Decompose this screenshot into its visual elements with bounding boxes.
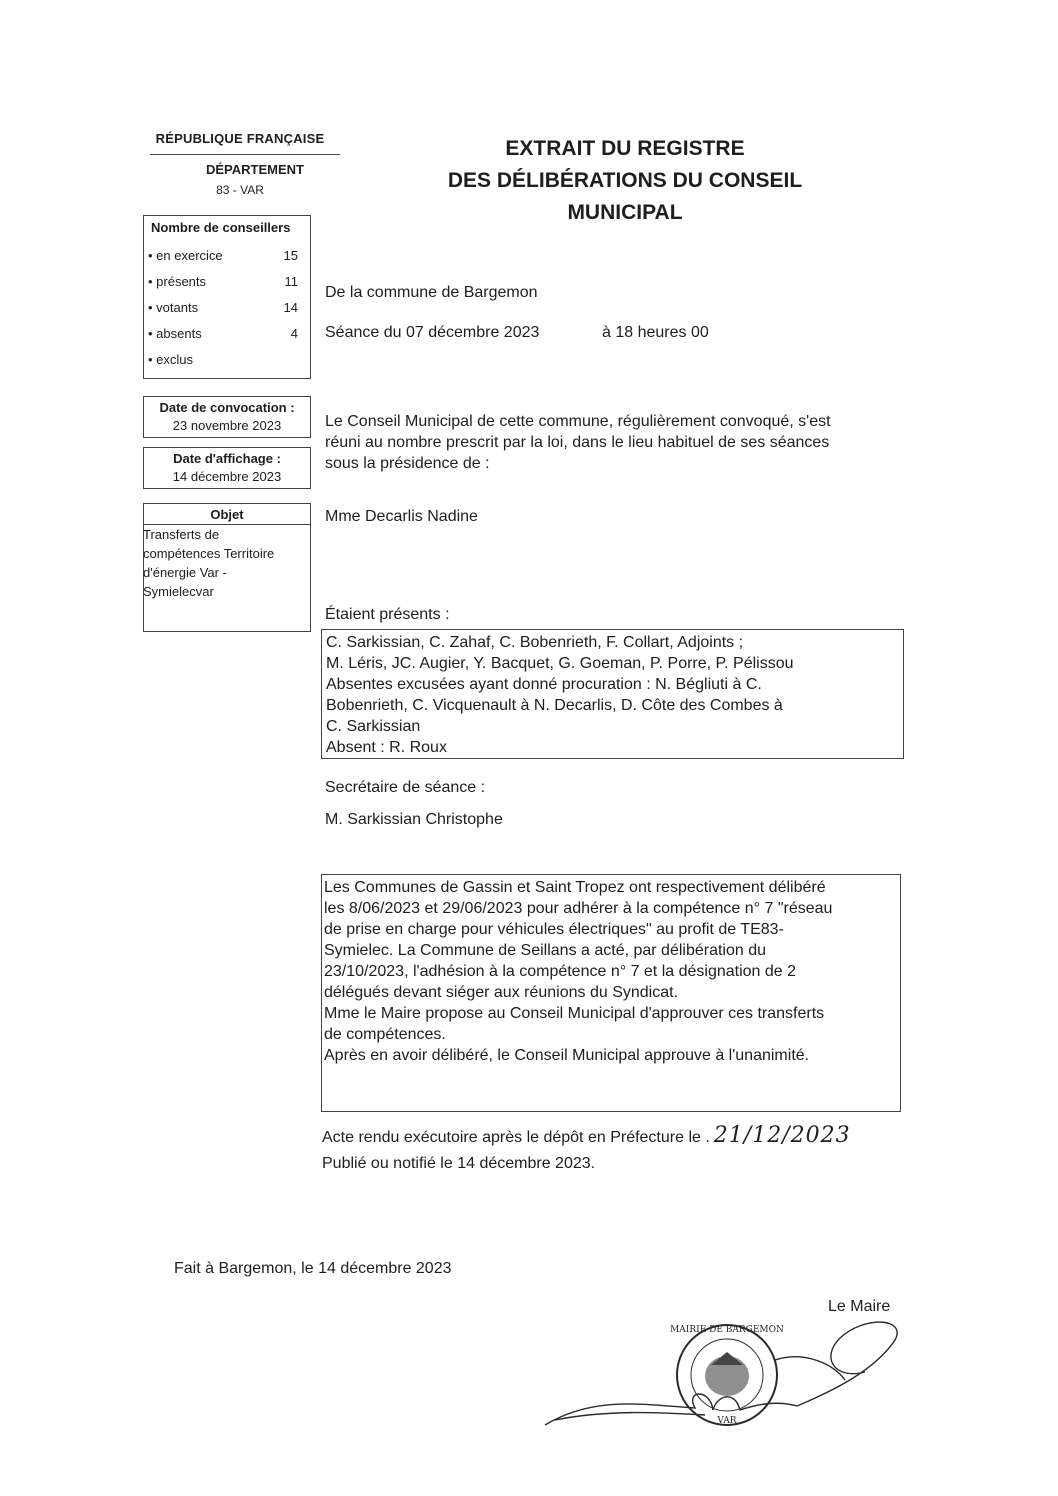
intro-line: sous la présidence de : [325, 455, 490, 472]
objet-line: compétences Territoire [143, 546, 275, 561]
count-label: • votants [148, 300, 199, 315]
publie-notifie: Publié ou notifié le 14 décembre 2023. [322, 1155, 596, 1172]
intro-paragraph [325, 411, 885, 474]
presents-line: Absent : R. Roux [326, 739, 447, 756]
presents-line: C. Sarkissian, C. Zahaf, C. Bobenrieth, F. Collart, Adjoints ; [326, 634, 744, 651]
seance-date: Séance du 07 décembre 2023 [325, 324, 540, 341]
count-row [148, 326, 298, 344]
seance-heure: à 18 heures 00 [602, 324, 709, 341]
acte-executoire [322, 1123, 892, 1148]
count-row [148, 248, 298, 266]
count-row [148, 300, 298, 318]
republique-francaise: RÉPUBLIQUE FRANÇAISE [155, 131, 325, 146]
deliberation-line: Symielec. La Commune de Seillans a acté, par délibération du [324, 942, 767, 959]
convocation-date: 23 novembre 2023 [172, 418, 282, 433]
objet-line: Transferts de [143, 527, 220, 542]
deliberation-line: Après en avoir délibéré, le Conseil Municipal approuve à l'unanimité. [324, 1047, 810, 1064]
affichage-box [143, 447, 311, 489]
seal-text-bottom: VAR [717, 1416, 737, 1426]
deliberation-line: les 8/06/2023 et 29/06/2023 pour adhérer à la compétence n° 7 "réseau [324, 900, 833, 917]
count-value: 14 [283, 300, 298, 315]
count-label: • exclus [148, 352, 194, 367]
intro-line: Le Conseil Municipal de cette commune, régulièrement convoqué, s'est [325, 413, 831, 430]
deliberation-line: Mme le Maire propose au Conseil Municipal d'approuver ces transferts [324, 1005, 825, 1022]
presidente: Mme Decarlis Nadine [325, 508, 478, 525]
secretaire-name: M. Sarkissian Christophe [325, 811, 503, 828]
acte-text: Acte rendu exécutoire après le dépôt en Préfecture le . [322, 1129, 710, 1146]
deliberation-line: délégués devant siéger aux réunions du Syndicat. [324, 984, 679, 1001]
objet-label: Objet [144, 504, 310, 525]
seance-line [325, 324, 709, 342]
deliberation-line: de compétences. [324, 1026, 446, 1043]
commune: De la commune de Bargemon [325, 284, 538, 301]
intro-line: réuni au nombre prescrit par la loi, dans le lieu habituel de ses séances [325, 434, 830, 451]
title-line: DES DÉLIBÉRATIONS DU CONSEIL [447, 169, 803, 192]
presents-line: M. Léris, JC. Augier, Y. Bacquet, G. Goeman, P. Porre, P. Pélissou [326, 655, 794, 672]
departement-label: DÉPARTEMENT [206, 162, 304, 177]
presents-line: C. Sarkissian [326, 718, 421, 735]
count-label: • présents [148, 274, 207, 289]
deliberation-line: 23/10/2023, l'adhésion à la compétence n° 7 et la désignation de 2 [324, 963, 797, 980]
title-line: EXTRAIT DU REGISTRE [505, 137, 745, 160]
mairie-seal-icon [670, 1325, 784, 1426]
affichage-label: Date d'affichage : [173, 451, 281, 466]
convocation-label: Date de convocation : [159, 400, 295, 415]
count-row [148, 352, 298, 370]
divider [150, 154, 340, 155]
conseillers-heading: Nombre de conseillers [151, 220, 291, 235]
presents-label: Étaient présents : [325, 606, 450, 623]
objet-box [143, 503, 311, 632]
affichage-date: 14 décembre 2023 [172, 469, 282, 484]
count-label: • en exercice [148, 248, 223, 263]
count-value: 11 [284, 274, 298, 289]
fait-a: Fait à Bargemon, le 14 décembre 2023 [174, 1260, 452, 1277]
presents-line: Absentes excusées ayant donné procuration : N. Bégliuti à C. [326, 676, 762, 693]
deliberation-line: de prise en charge pour véhicules électriques" au profit de TE83- [324, 921, 784, 938]
secretaire-label: Secrétaire de séance : [325, 779, 486, 796]
count-row [148, 274, 298, 292]
count-value: 15 [283, 248, 298, 263]
deliberation-line: Les Communes de Gassin et Saint Tropez ont respectivement délibéré [324, 879, 826, 896]
maire-label: Le Maire [828, 1298, 891, 1315]
objet-text [143, 525, 293, 601]
count-value: 4 [290, 326, 298, 341]
objet-line: d'énergie Var - [143, 565, 227, 580]
objet-line: Symielecvar [143, 584, 214, 599]
presents-line: Bobenrieth, C. Vicquenault à N. Decarlis, D. Côte des Combes à [326, 697, 783, 714]
departement-value: 83 - VAR [216, 183, 264, 197]
seal-text-top: MAIRIE DE BARGEMON [670, 1325, 784, 1335]
conseillers-box [143, 215, 311, 379]
deliberation-box [321, 874, 901, 1112]
count-label: • absents [148, 326, 202, 341]
handwritten-date: 21/12/2023 [713, 1123, 851, 1148]
document-title [380, 133, 870, 229]
convocation-box [143, 396, 311, 438]
presents-box [321, 629, 904, 759]
seal-and-signature [535, 1310, 915, 1450]
title-line: MUNICIPAL [567, 201, 683, 224]
